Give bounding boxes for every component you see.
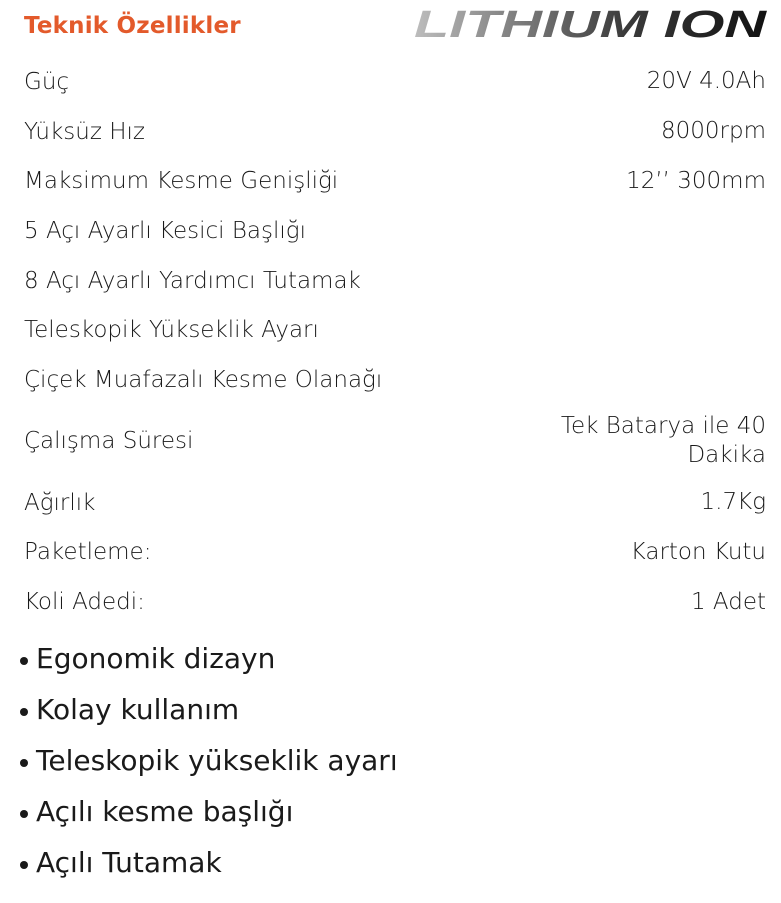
feature-text: Açılı kesme başlığı <box>36 794 294 828</box>
spec-label: Maksimum Kesme Genişliği <box>24 168 339 195</box>
svg-text:Lithium Ion: Lithium Ion <box>414 4 769 44</box>
spec-value: 8000rpm <box>661 118 766 145</box>
spec-row <box>24 528 766 578</box>
spec-row <box>24 256 766 306</box>
spec-value: 1 Adet <box>690 588 766 615</box>
bullet-icon <box>20 708 28 716</box>
section-title: Teknik Özellikler <box>24 13 241 39</box>
spec-row <box>24 57 766 107</box>
spec-label: Paketleme: <box>24 539 152 566</box>
spec-value: Tek Batarya ile 40 Dakika <box>560 413 766 469</box>
spec-value: 20V 4.0Ah <box>646 68 766 95</box>
spec-row <box>24 577 766 627</box>
bullet-icon <box>20 759 28 767</box>
spec-row <box>24 478 766 528</box>
spec-row <box>24 305 766 355</box>
feature-item <box>20 735 398 786</box>
feature-text: Kolay kullanım <box>36 692 240 726</box>
spec-value: Karton Kutu <box>630 538 766 565</box>
bullet-icon <box>20 657 28 665</box>
feature-item <box>20 633 398 684</box>
spec-row <box>24 156 766 206</box>
spec-label: 5 Açı Ayarlı Kesici Başlığı <box>24 217 306 244</box>
spec-value: 1.7Kg <box>700 489 766 516</box>
bullet-icon <box>20 861 28 869</box>
spec-row <box>24 107 766 157</box>
spec-label: Çiçek Muafazalı Kesme Olanağı <box>24 366 383 393</box>
spec-label: Güç <box>24 68 70 95</box>
feature-item <box>20 786 398 837</box>
feature-list <box>20 633 398 888</box>
spec-row <box>24 206 766 256</box>
feature-item <box>20 837 398 888</box>
spec-label: 8 Açı Ayarlı Yardımcı Tutamak <box>24 267 361 294</box>
feature-item <box>20 684 398 735</box>
spec-label: Çalışma Süresi <box>24 428 194 455</box>
spec-row <box>24 355 766 405</box>
feature-text: Egonomik dizayn <box>36 641 276 675</box>
spec-value: 12’’ 300mm <box>626 167 766 194</box>
feature-text: Teleskopik yükseklik ayarı <box>36 743 398 777</box>
spec-label: Yüksüz Hız <box>24 118 146 145</box>
bullet-icon <box>20 810 28 818</box>
spec-label: Ağırlık <box>24 489 96 516</box>
lithium-ion-logo <box>410 2 770 44</box>
spec-table <box>24 57 766 627</box>
spec-label: Koli Adedi: <box>24 589 145 616</box>
spec-label: Teleskopik Yükseklik Ayarı <box>24 317 319 344</box>
feature-text: Açılı Tutamak <box>36 845 222 879</box>
spec-row <box>24 405 766 478</box>
